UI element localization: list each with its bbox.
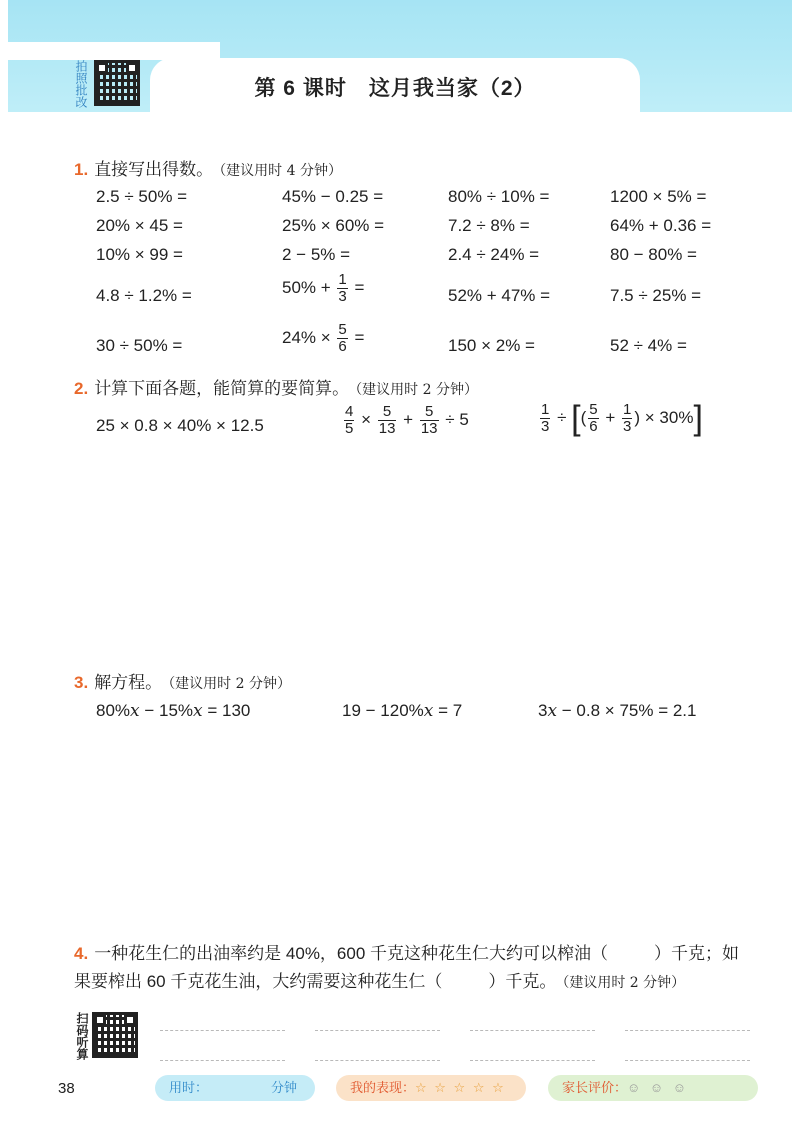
s3-equation-2: 19 − 120%x = 7 <box>342 701 463 721</box>
answer-line[interactable] <box>625 1030 750 1031</box>
page-title <box>150 72 640 102</box>
s3-equation-3: 3x − 0.8 × 75% = 2.1 <box>538 701 697 721</box>
s1-r3-c4: 80 − 80% = <box>610 245 697 264</box>
lesson-title: 这月我当家（2） <box>368 77 536 100</box>
s1-r3-c1: 10% × 99 = <box>96 245 183 264</box>
time-unit: 分钟 <box>270 1080 297 1095</box>
s2-expr-3: $\frac{1}{3}$ ÷ [( $\frac{5}{6}$ + $\frac{1}{3}$ ) × 30%] <box>541 399 703 438</box>
answer-line[interactable] <box>160 1030 285 1031</box>
s1-r2-c2: 25% × 60% = <box>282 216 385 235</box>
my-performance-pill[interactable] <box>336 1075 526 1101</box>
photo-correct-label: 拍照批改 <box>74 60 88 108</box>
s1-r2-c1: 20% × 45 = <box>96 216 183 235</box>
s2-expr-2: $\frac{4}{5}$ × $\frac{5}{13}$ + $\frac{5}{13}$ ÷ 5 <box>345 403 469 437</box>
s1-r1-c3: 80% ÷ 10% = <box>448 187 550 206</box>
time-label: 用时： <box>169 1080 209 1095</box>
s1-r1-c2: 45% − 0.25 = <box>282 187 384 206</box>
star-rating-icon[interactable]: ☆ ☆ ☆ ☆ ☆ <box>415 1080 506 1095</box>
s1-r2-c3: 7.2 ÷ 8% = <box>448 216 530 235</box>
scan-listen-label: 扫码听算 <box>75 1012 89 1060</box>
section-4-problem: 4. 一种花生仁的出油率约是 40%，600 千克这种花生仁大约可以榨油（ ）千克；如 果要榨出 60 千克花生油，大约需要这种花生仁（ ）千克。 （建议用时 2 分钟） <box>74 944 740 991</box>
fraction: $\frac{1}{3}$ <box>338 271 347 305</box>
s1-r5-c2: 24% × $\frac{5}{6}$ = <box>282 321 365 355</box>
page-number: 38 <box>58 1080 75 1097</box>
section-3-title: 3. 解方程。 （建议用时 2 分钟） <box>74 673 291 692</box>
s1-r4-c2: 50% + $\frac{1}{3}$ = <box>282 271 365 305</box>
s1-r5-c1: 30 ÷ 50% = <box>96 336 183 355</box>
s1-r1-c4: 1200 × 5% = <box>610 187 707 206</box>
s2-expr-1: 25 × 0.8 × 40% × 12.5 <box>96 416 264 435</box>
answer-line[interactable] <box>470 1060 595 1061</box>
qr-code-icon[interactable] <box>94 60 140 106</box>
fraction: $\frac{5}{6}$ <box>338 321 347 355</box>
section-2-title: 2. 计算下面各题，能简算的要简算。 （建议用时 2 分钟） <box>74 379 478 398</box>
section-1-title: 1. 直接写出得数。 （建议用时 4 分钟） <box>74 160 342 179</box>
s1-r5-c4: 52 ÷ 4% = <box>610 336 687 355</box>
answer-line[interactable] <box>625 1060 750 1061</box>
s1-r4-c3: 52% + 47% = <box>448 286 551 305</box>
s1-r1-c1: 2.5 ÷ 50% = <box>96 187 188 206</box>
parent-eval-label: 家长评价： <box>562 1080 628 1095</box>
answer-line[interactable] <box>315 1030 440 1031</box>
answer-line[interactable] <box>315 1060 440 1061</box>
parent-evaluation-pill[interactable] <box>548 1075 758 1101</box>
performance-label: 我的表现： <box>350 1080 416 1095</box>
answer-line[interactable] <box>470 1030 595 1031</box>
smiley-face-icon[interactable]: ☺ ☺ ☺ <box>627 1080 690 1095</box>
s1-r2-c4: 64% + 0.36 = <box>610 216 712 235</box>
listen-qr-code-icon[interactable] <box>92 1012 138 1058</box>
s1-r3-c2: 2 − 5% = <box>282 245 351 264</box>
s1-r5-c3: 150 × 2% = <box>448 336 535 355</box>
s1-r4-c1: 4.8 ÷ 1.2% = <box>96 286 192 305</box>
s1-r4-c4: 7.5 ÷ 25% = <box>610 286 702 305</box>
time-used-pill[interactable] <box>155 1075 315 1101</box>
answer-line[interactable] <box>160 1060 285 1061</box>
s3-equation-1: 80%x − 15%x = 130 <box>96 701 251 721</box>
s1-r3-c3: 2.4 ÷ 24% = <box>448 245 540 264</box>
lesson-number: 第 6 课时 <box>254 77 347 100</box>
